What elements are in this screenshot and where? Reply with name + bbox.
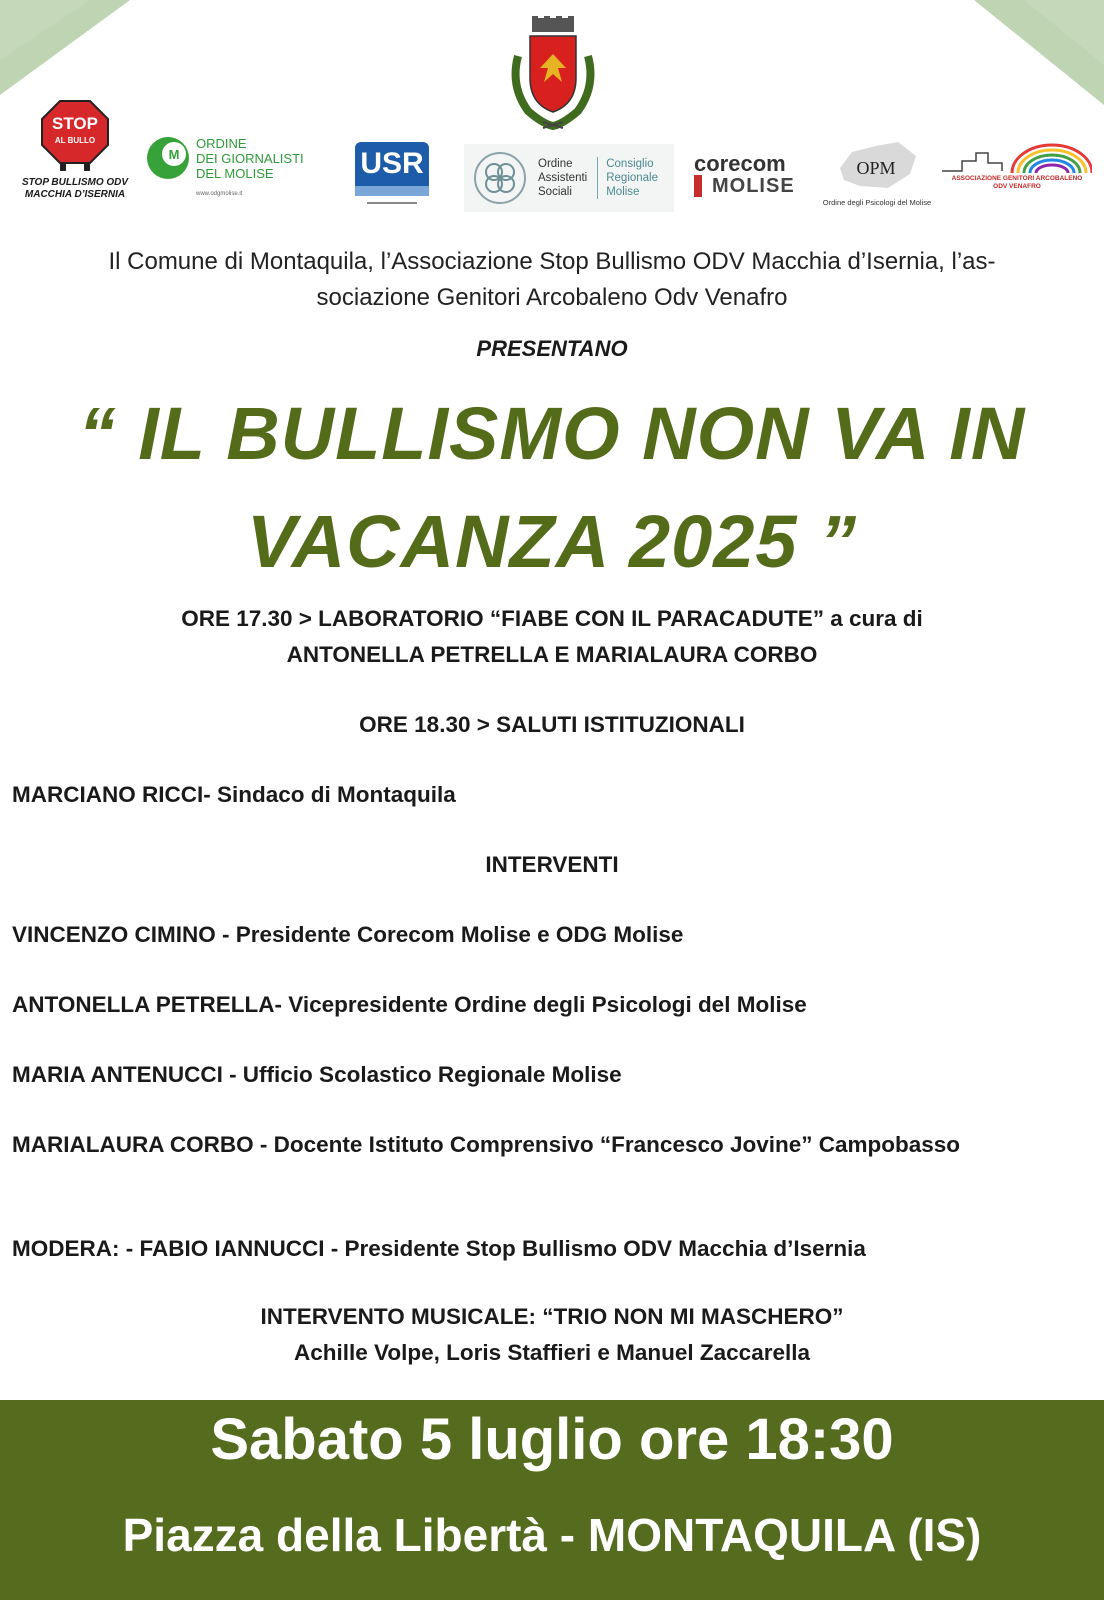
oas-left-1: Ordine [538,158,573,170]
oas-right-1: Consiglio [606,158,654,170]
moderator-line: MODERA: - FABIO IANNUCCI - Presidente Stop Bullismo ODV Macchia d’Isernia [12,1236,866,1261]
corecom-line-1: corecom [694,151,786,176]
oas-left-2: Assistenti [538,172,588,184]
usr-logo [352,140,432,206]
odg-url: www.odgmolise.it [196,191,243,197]
odg-mark-icon [146,136,190,180]
speaker-line: MARIA ANTENUCCI - Ufficio Scolastico Regionale Molise [12,1062,622,1087]
partner-logos-row [0,114,1104,220]
rainbow-skyline-icon [942,141,1092,175]
oas-right-3: Molise [606,186,640,198]
oas-molise-logo [464,144,674,212]
opm-logo [818,132,936,212]
oas-knot-icon [472,150,528,206]
speaker-line: ANTONELLA PETRELLA- Vicepresidente Ordine degli Psicologi del Molise [12,992,807,1017]
event-date: Sabato 5 luglio ore 18:30 [210,1407,894,1472]
arcobaleno-line-2: ODV VENAFRO [993,183,1041,190]
interventi-heading: INTERVENTI [485,852,619,877]
lab-line-1: ORE 17.30 > LABORATORIO “FIABE CON IL PARACADUTE” a cura di [181,606,923,631]
odg-line-3: DEL MOLISE [196,166,274,181]
event-title-line-2: VACANZA 2025 ” [246,500,858,583]
oas-left-3: Sociali [538,186,572,198]
odg-mark-letter: M [168,147,180,162]
intro-line-1: Il Comune di Montaquila, l’Associazione Stop Bullismo ODV Macchia d’Isernia, l’as- [108,248,996,275]
speaker-line: VINCENZO CIMINO - Presidente Corecom Molise e ODG Molise [12,922,684,947]
montaquila-crest-icon [508,16,598,132]
stop-bullismo-logo [10,90,140,210]
music-line-2: Achille Volpe, Loris Staffieri e Manuel Zaccarella [293,1340,810,1365]
odg-line-2: DEI GIORNALISTI [196,151,304,166]
event-title [0,380,1104,596]
usr-text: USR [355,142,429,186]
odg-line-1: ORDINE [196,136,247,151]
music-line-1: INTERVENTO MUSICALE: “TRIO NON MI MASCHERO” [260,1304,844,1329]
intro-line-2: sociazione Genitori Arcobaleno Odv Venafro [316,284,788,311]
event-title-line-1: “ IL BULLISMO NON VA IN [78,392,1026,475]
stop-bullismo-caption-2: MACCHIA D’ISERNIA [24,189,126,200]
opm-map-icon [832,138,922,194]
arcobaleno-line-1: ASSOCIAZIONE GENITORI ARCOBALENO [951,175,1083,182]
oas-right-2: Regionale [606,172,659,184]
opm-caption: Ordine degli Psicologi del Molise [822,197,932,207]
event-footer-banner [0,1400,1104,1600]
corecom-molise-logo [694,150,806,200]
presentano-label: PRESENTANO [476,336,628,361]
organizers-intro [20,244,1084,316]
event-place: Piazza della Libertà - MONTAQUILA (IS) [122,1509,982,1561]
lab-line-2: ANTONELLA PETRELLA E MARIALAURA CORBO [286,642,818,667]
opm-mark-text: OPM [856,157,896,178]
speaker-line: MARIALAURA CORBO - Docente Istituto Comprensivo “Francesco Jovine” Campobasso [12,1132,961,1157]
stop-sign-text: STOP [52,114,98,133]
genitori-arcobaleno-logo [940,136,1094,196]
odg-molise-logo [146,136,326,206]
saluti-line: ORE 18.30 > SALUTI ISTITUZIONALI [359,712,745,737]
corner-decoration-right [964,0,1104,110]
corecom-line-2: MOLISE [694,175,795,197]
sindaco-line: MARCIANO RICCI- Sindaco di Montaquila [12,782,456,807]
stop-sign-subtext: AL BULLO [54,136,96,145]
stop-bullismo-caption-1: STOP BULLISMO ODV [21,177,129,188]
stop-sign-icon [40,99,110,173]
